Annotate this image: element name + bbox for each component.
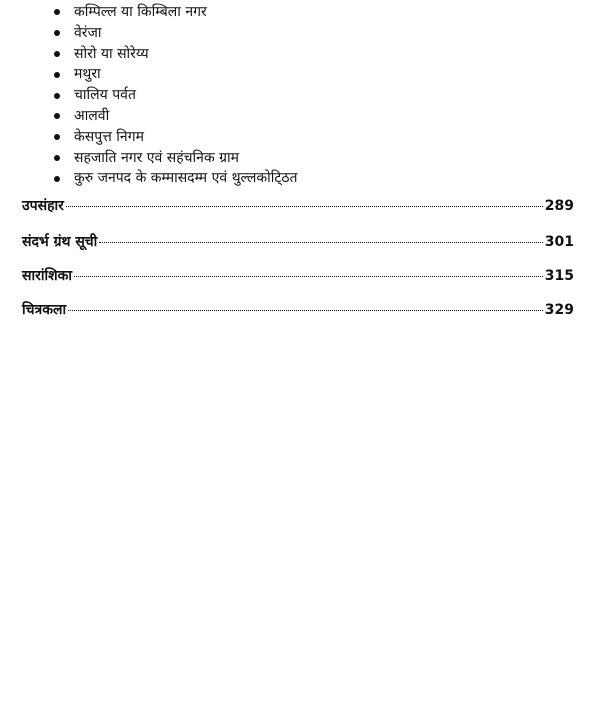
bullet-icon [54,176,60,182]
list-item-text: वेरंजा [74,24,102,41]
list-item [54,168,554,189]
toc-entry-title: चित्रकला [22,302,67,318]
list-item-text: सोरो या सोरेय्य [74,45,149,62]
list-item [54,64,554,85]
list-item [54,44,554,65]
bullet-icon [54,113,60,119]
list-item [54,106,554,127]
list-item [54,85,554,106]
list-item [54,127,554,148]
list-item-text: कुरु जनपद के कम्मासदम्म एवं थुल्लकोटि्ठत [74,170,298,187]
toc-page-number: 329 [544,302,574,318]
toc-entry-title: उपसंहार [22,198,64,214]
list-item-text: केसपुत्त निगम [74,128,144,145]
list-item-text: आलवी [74,107,110,124]
toc-entry-summary[interactable] [22,266,574,285]
bullet-icon [54,72,60,78]
bullet-icon [54,134,60,140]
bullet-icon [54,30,60,36]
dot-leader [74,276,543,277]
toc-entry-title: सारांशिका [22,268,72,284]
toc-entry-conclusion[interactable] [22,196,574,215]
bullet-icon [54,155,60,161]
list-item-text: मथुरा [74,66,101,83]
list-item-text: कम्पिल्ल या किम्बिला नगर [74,4,207,20]
toc-entry-illustrations[interactable] [22,300,574,319]
toc-page-number: 315 [544,268,574,284]
list-item-text: सहजाति नगर एवं सहंचनिक ग्राम [74,149,240,166]
dot-leader [99,242,542,243]
dot-leader [66,206,543,207]
list-item [54,2,554,23]
bullet-icon [54,51,60,57]
toc-entry-title: संदर्भ ग्रंथ सूची [22,234,98,250]
toc-page-number: 301 [544,234,574,250]
dot-leader [68,310,543,311]
bullet-icon [54,9,60,15]
toc-page-number: 289 [544,198,574,214]
list-item-text: चालिय पर्वत [74,87,136,104]
toc-entry-bibliography[interactable] [22,232,574,251]
list-item [54,148,554,169]
sub-topic-list [54,2,554,189]
list-item [54,23,554,44]
bullet-icon [54,93,60,99]
